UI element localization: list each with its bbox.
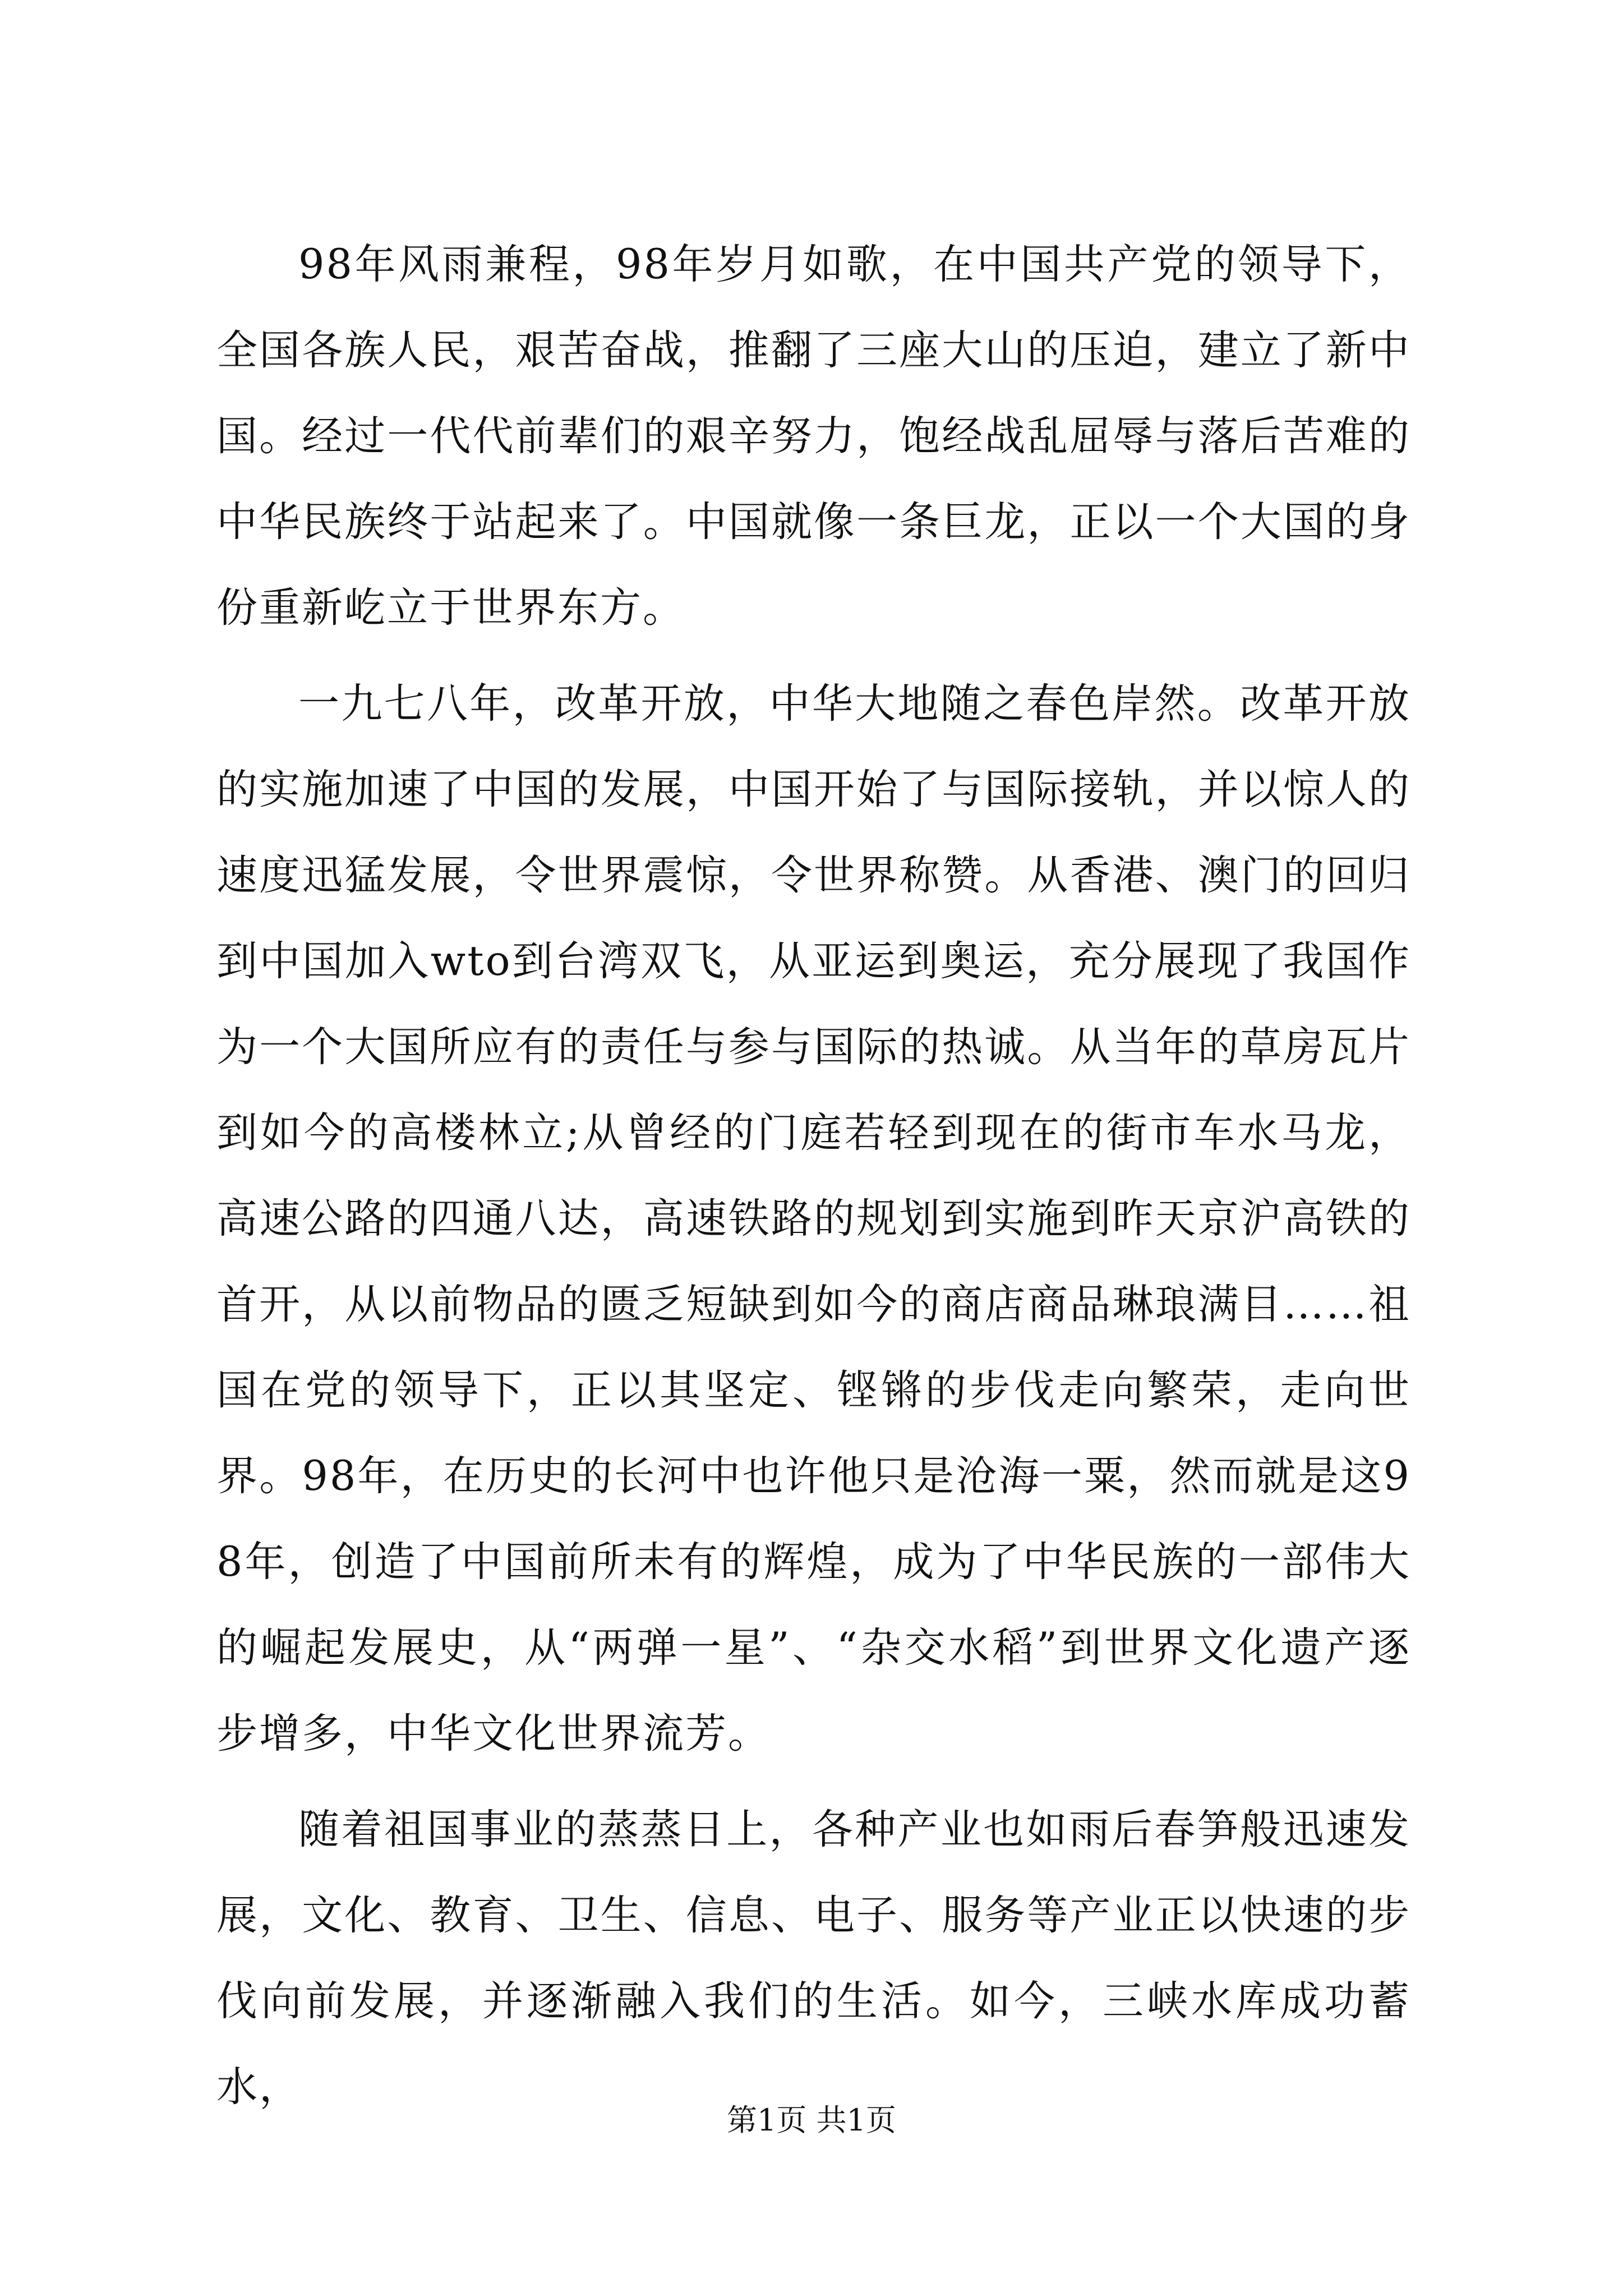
paragraph-3: 随着祖国事业的蒸蒸日上，各种产业也如雨后春笋般迅速发展，文化、教育、卫生、信息、电子、服务等产业正以快速的步伐向前发展，并逐渐融入我们的生活。如今，三峡水库成功蓄水， (216, 1806, 1411, 2111)
document-body (216, 222, 1411, 2130)
paragraph-1: 98年风雨兼程，98年岁月如歌，在中国共产党的领导下，全国各族人民，艰苦奋战，推翻了三座大山的压迫，建立了新中国。经过一代代前辈们的艰辛努力，饱经战乱屈辱与落后苦难的中华民族终于站起来了。中国就像一条巨龙，正以一个大国的身份重新屹立于世界东方。 (216, 241, 1411, 632)
page-footer: 第1页 共1页 (727, 2102, 896, 2138)
paragraph-2: 一九七八年，改革开放，中华大地随之春色岸然。改革开放的实施加速了中国的发展，中国开始了与国际接轨，并以惊人的速度迅猛发展，令世界震惊，令世界称赞。从香港、澳门的回归到中国加入wto到台湾双飞，从亚运到奥运，充分展现了我国作为一个大国所应有的责任与参与国际的热诚。从当年的草房瓦片到如今的高楼林立;从曾经的门庭若轻到现在的街市车水马龙，高速公路的四通八达，高速铁路的规划到实施到昨天京沪高铁的首开，从以前物品的匮乏短缺到如今的商店商品琳琅满目……祖国在党的领导下，正以其坚定、铿锵的步伐走向繁荣，走向世界。98年，在历史的长河中也许他只是沧海一粟，然而就是这98年，创造了中国前所未有的辉煌，成为了中华民族的一部伟大的崛起发展史，从“两弹一星”、“杂交水稻”到世界文化遗产逐步增多，中华文化世界流芳。 (216, 680, 1411, 1757)
